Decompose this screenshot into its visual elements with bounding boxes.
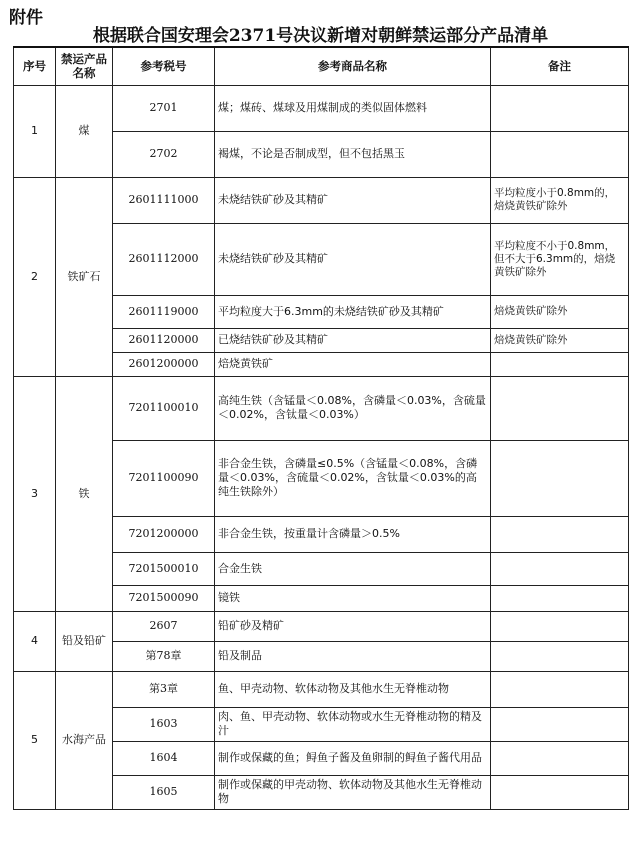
- row-code: 2601119000: [113, 295, 215, 328]
- row-code: 2701: [113, 85, 215, 131]
- row-code: 7201200000: [113, 516, 215, 552]
- row-code: 2601200000: [113, 352, 215, 376]
- table-row: [14, 376, 629, 440]
- row-name: 非合金生铁，含磷量≤0.5%（含锰量＜0.08%，含磷量＜0.03%，含硫量＜0.02%，含钛量＜0.03%的高纯生铁除外）: [215, 440, 491, 516]
- group-seq: 3: [14, 376, 56, 611]
- row-code: 第3章: [113, 671, 215, 707]
- row-note: 焙烧黄铁矿除外: [491, 295, 629, 328]
- row-note: [491, 641, 629, 671]
- row-name: 鱼、甲壳动物、软体动物及其他水生无脊椎动物: [215, 671, 491, 707]
- row-note: [491, 671, 629, 707]
- row-code: 1603: [113, 707, 215, 741]
- attachment-label: 附件: [9, 8, 43, 28]
- header-note: 备注: [491, 47, 629, 85]
- row-name: 未烧结铁矿砂及其精矿: [215, 177, 491, 223]
- row-name: 高纯生铁（含锰量＜0.08%，含磷量＜0.03%，含硫量＜0.02%，含钛量＜0.03%）: [215, 376, 491, 440]
- group-seq: 2: [14, 177, 56, 376]
- row-note: [491, 85, 629, 131]
- row-name: 铅矿砂及精矿: [215, 611, 491, 641]
- row-note: [491, 585, 629, 611]
- row-code: 2607: [113, 611, 215, 641]
- row-name: 非合金生铁，按重量计含磷量＞0.5%: [215, 516, 491, 552]
- row-code: 7201500090: [113, 585, 215, 611]
- row-name: 已烧结铁矿砂及其精矿: [215, 328, 491, 352]
- row-name: 焙烧黄铁矿: [215, 352, 491, 376]
- row-name: 平均粒度大于6.3mm的未烧结铁矿砂及其精矿: [215, 295, 491, 328]
- row-name: 合金生铁: [215, 552, 491, 585]
- row-note: [491, 707, 629, 741]
- row-note: 平均粒度小于0.8mm的，焙烧黄铁矿除外: [491, 177, 629, 223]
- group-seq: 5: [14, 671, 56, 809]
- row-note: [491, 741, 629, 775]
- page-title: 根据联合国安理会2371号决议新增对朝鲜禁运部分产品清单: [92, 26, 549, 46]
- table-row: [14, 177, 629, 223]
- row-name: 制作或保藏的甲壳动物、软体动物及其他水生无脊椎动物: [215, 775, 491, 809]
- header-code: 参考税号: [113, 47, 215, 85]
- embargo-table: [13, 46, 629, 810]
- row-code: 2601111000: [113, 177, 215, 223]
- row-note: [491, 352, 629, 376]
- row-note: [491, 440, 629, 516]
- group-product: 煤: [56, 85, 113, 177]
- row-code: 7201100090: [113, 440, 215, 516]
- row-note: 平均粒度不小于0.8mm，但不大于6.3mm的，焙烧黄铁矿除外: [491, 223, 629, 295]
- group-product: 铁矿石: [56, 177, 113, 376]
- group-seq: 4: [14, 611, 56, 671]
- row-note: [491, 611, 629, 641]
- row-code: 1604: [113, 741, 215, 775]
- row-code: 第78章: [113, 641, 215, 671]
- row-note: [491, 376, 629, 440]
- table-row: [14, 85, 629, 131]
- row-name: 未烧结铁矿砂及其精矿: [215, 223, 491, 295]
- row-note: [491, 131, 629, 177]
- row-code: 7201100010: [113, 376, 215, 440]
- header-seq: 序号: [14, 47, 56, 85]
- row-note: [491, 775, 629, 809]
- row-note: [491, 516, 629, 552]
- row-code: 1605: [113, 775, 215, 809]
- row-code: 2601120000: [113, 328, 215, 352]
- row-code: 2702: [113, 131, 215, 177]
- header-name: 参考商品名称: [215, 47, 491, 85]
- row-name: 褐煤，不论是否制成型，但不包括黑玉: [215, 131, 491, 177]
- header-product: 禁运产品名称: [56, 47, 113, 85]
- row-name: 铅及制品: [215, 641, 491, 671]
- row-note: [491, 552, 629, 585]
- row-name: 煤；煤砖、煤球及用煤制成的类似固体燃料: [215, 85, 491, 131]
- row-code: 7201500010: [113, 552, 215, 585]
- row-name: 制作或保藏的鱼；鲟鱼子酱及鱼卵制的鲟鱼子酱代用品: [215, 741, 491, 775]
- row-note: 焙烧黄铁矿除外: [491, 328, 629, 352]
- group-product: 水海产品: [56, 671, 113, 809]
- row-name: 镜铁: [215, 585, 491, 611]
- table-row: [14, 611, 629, 641]
- table-row: [14, 671, 629, 707]
- group-seq: 1: [14, 85, 56, 177]
- row-code: 2601112000: [113, 223, 215, 295]
- group-product: 铁: [56, 376, 113, 611]
- group-product: 铅及铅矿: [56, 611, 113, 671]
- row-name: 肉、鱼、甲壳动物、软体动物或水生无脊椎动物的精及汁: [215, 707, 491, 741]
